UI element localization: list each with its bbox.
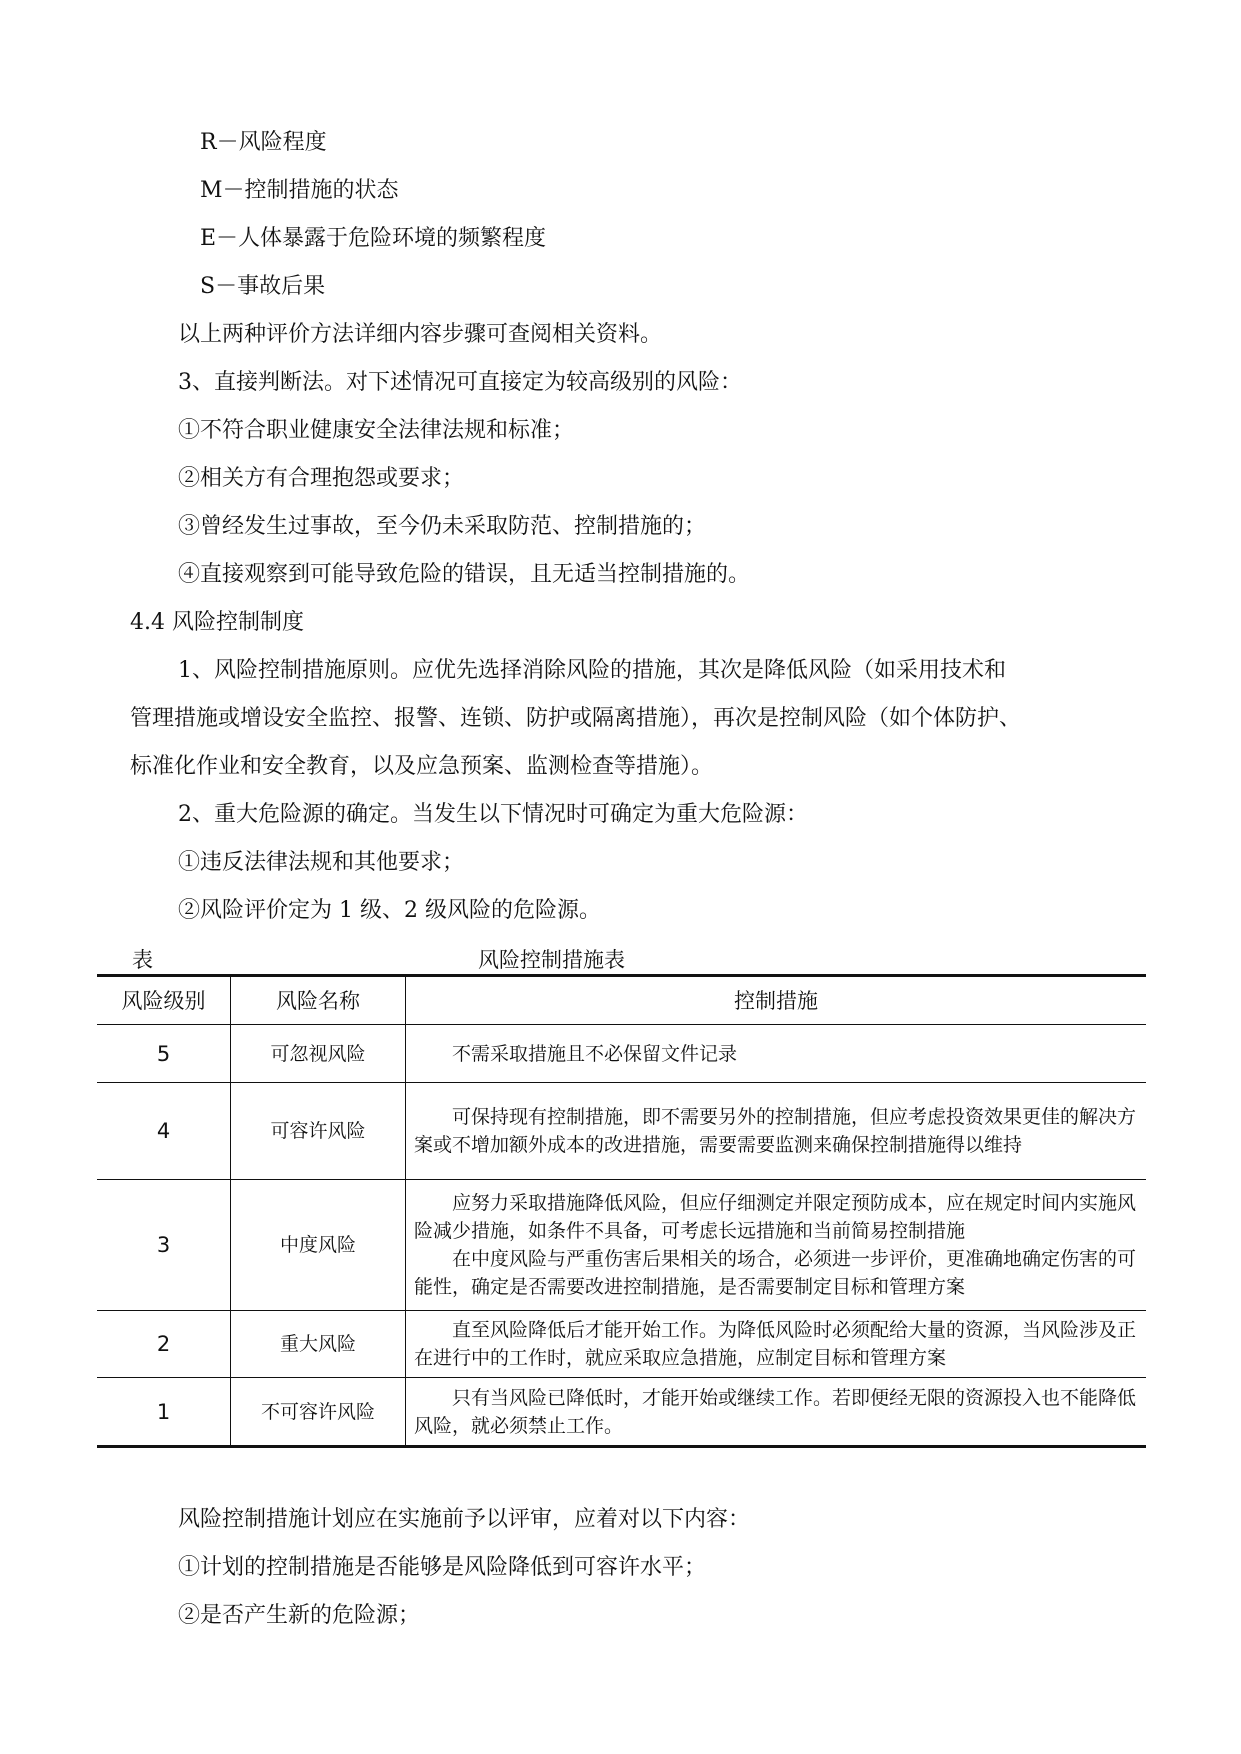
risk-name-cell: 可容许风险 [231, 1083, 406, 1180]
direct-method-item: ③曾经发生过事故，至今仍未采取防范、控制措施的； [178, 514, 707, 539]
table-header-row [97, 976, 1146, 1025]
control-measure-text: 应努力采取措施降低风险，但应仔细测定并限定预防成本，应在规定时间内实施风险减少措施，如条件不具备，可考虑长远措施和当前简易控制措施 [414, 1192, 1137, 1242]
risk-name-cell: 可忽视风险 [231, 1025, 406, 1083]
control-measure-text: 在中度风险与严重伤害后果相关的场合，必须进一步评价，更准确地确定伤害的可能性，确定是否需要改进控制措施，是否需要制定目标和管理方案 [414, 1248, 1137, 1298]
control-measure-text: 只有当风险已降低时，才能开始或继续工作。若即便经无限的资源投入也不能降低风险，就必须禁止工作。 [414, 1386, 1137, 1437]
major-hazard-heading: 2、重大危险源的确定。当发生以下情况时可确定为重大危险源： [178, 802, 808, 827]
risk-level-cell: 1 [156, 1399, 171, 1424]
risk-name-cell: 中度风险 [231, 1180, 406, 1311]
control-measure-cell [406, 1025, 1147, 1083]
principle-line: 1、风险控制措施原则。应优先选择消除风险的措施，其次是降低风险（如采用技术和 [178, 658, 1006, 683]
definition-e: E－人体暴露于危险环境的频繁程度 [200, 226, 547, 251]
table-row [97, 1025, 1146, 1083]
table-label: 表 [132, 948, 153, 972]
header-control-measures: 控制措施 [406, 976, 1147, 1025]
review-heading: 风险控制措施计划应在实施前予以评审，应着对以下内容： [178, 1507, 751, 1532]
control-measure-text: 直至风险降低后才能开始工作。为降低风险时必须配给大量的资源，当风险涉及正在进行中的工作时，就应采取应急措施，应制定目标和管理方案 [414, 1319, 1137, 1369]
control-measure-text: 不需采取措施且不必保留文件记录 [452, 1042, 738, 1065]
table-row [97, 1083, 1146, 1180]
table-row [97, 1378, 1146, 1447]
control-measure-cell [406, 1180, 1147, 1311]
principle-line: 标准化作业和安全教育，以及应急预案、监测检查等措施）。 [130, 754, 714, 779]
major-hazard-item: ②风险评价定为 1 级、2 级风险的危险源。 [178, 898, 601, 923]
control-measure-cell [406, 1311, 1147, 1378]
header-risk-level: 风险级别 [97, 976, 231, 1025]
definition-r: R－风险程度 [200, 130, 327, 155]
header-risk-name: 风险名称 [231, 976, 406, 1025]
review-item: ①计划的控制措施是否能够是风险降低到可容许水平； [178, 1555, 707, 1580]
direct-method-item: ①不符合职业健康安全法律法规和标准； [178, 418, 575, 443]
direct-method-item: ②相关方有合理抱怨或要求； [178, 466, 465, 491]
risk-level-cell: 5 [97, 1025, 231, 1083]
risk-level-cell: 3 [97, 1180, 231, 1311]
risk-control-table [97, 974, 1146, 1448]
review-item: ②是否产生新的危险源； [178, 1603, 421, 1628]
methods-note: 以上两种评价方法详细内容步骤可查阅相关资料。 [178, 322, 663, 347]
section-heading: 4.4 风险控制制度 [130, 610, 304, 635]
table-row [97, 1311, 1146, 1378]
direct-method-heading: 3、直接判断法。对下述情况可直接定为较高级别的风险： [178, 370, 742, 395]
principle-line: 管理措施或增设安全监控、报警、连锁、防护或隔离措施），再次是控制风险（如个体防护、 [130, 706, 1022, 731]
control-measure-cell [406, 1378, 1147, 1447]
definition-s: S－事故后果 [200, 274, 326, 299]
control-measure-text: 可保持现有控制措施，即不需要另外的控制措施，但应考虑投资效果更佳的解决方案或不增加额外成本的改进措施，需要需要监测来确保控制措施得以维持 [414, 1106, 1137, 1156]
risk-name-cell: 重大风险 [231, 1311, 406, 1378]
direct-method-item: ④直接观察到可能导致危险的错误，且无适当控制措施的。 [178, 562, 751, 587]
table-title: 风险控制措施表 [478, 948, 625, 972]
control-measure-cell [406, 1083, 1147, 1180]
major-hazard-item: ①违反法律法规和其他要求； [178, 850, 465, 875]
risk-name-cell: 不可容许风险 [231, 1378, 406, 1447]
risk-level-cell: 4 [97, 1083, 231, 1180]
table-row [97, 1180, 1146, 1311]
definition-m: M－控制措施的状态 [200, 178, 399, 203]
risk-level-cell: 2 [97, 1311, 231, 1378]
